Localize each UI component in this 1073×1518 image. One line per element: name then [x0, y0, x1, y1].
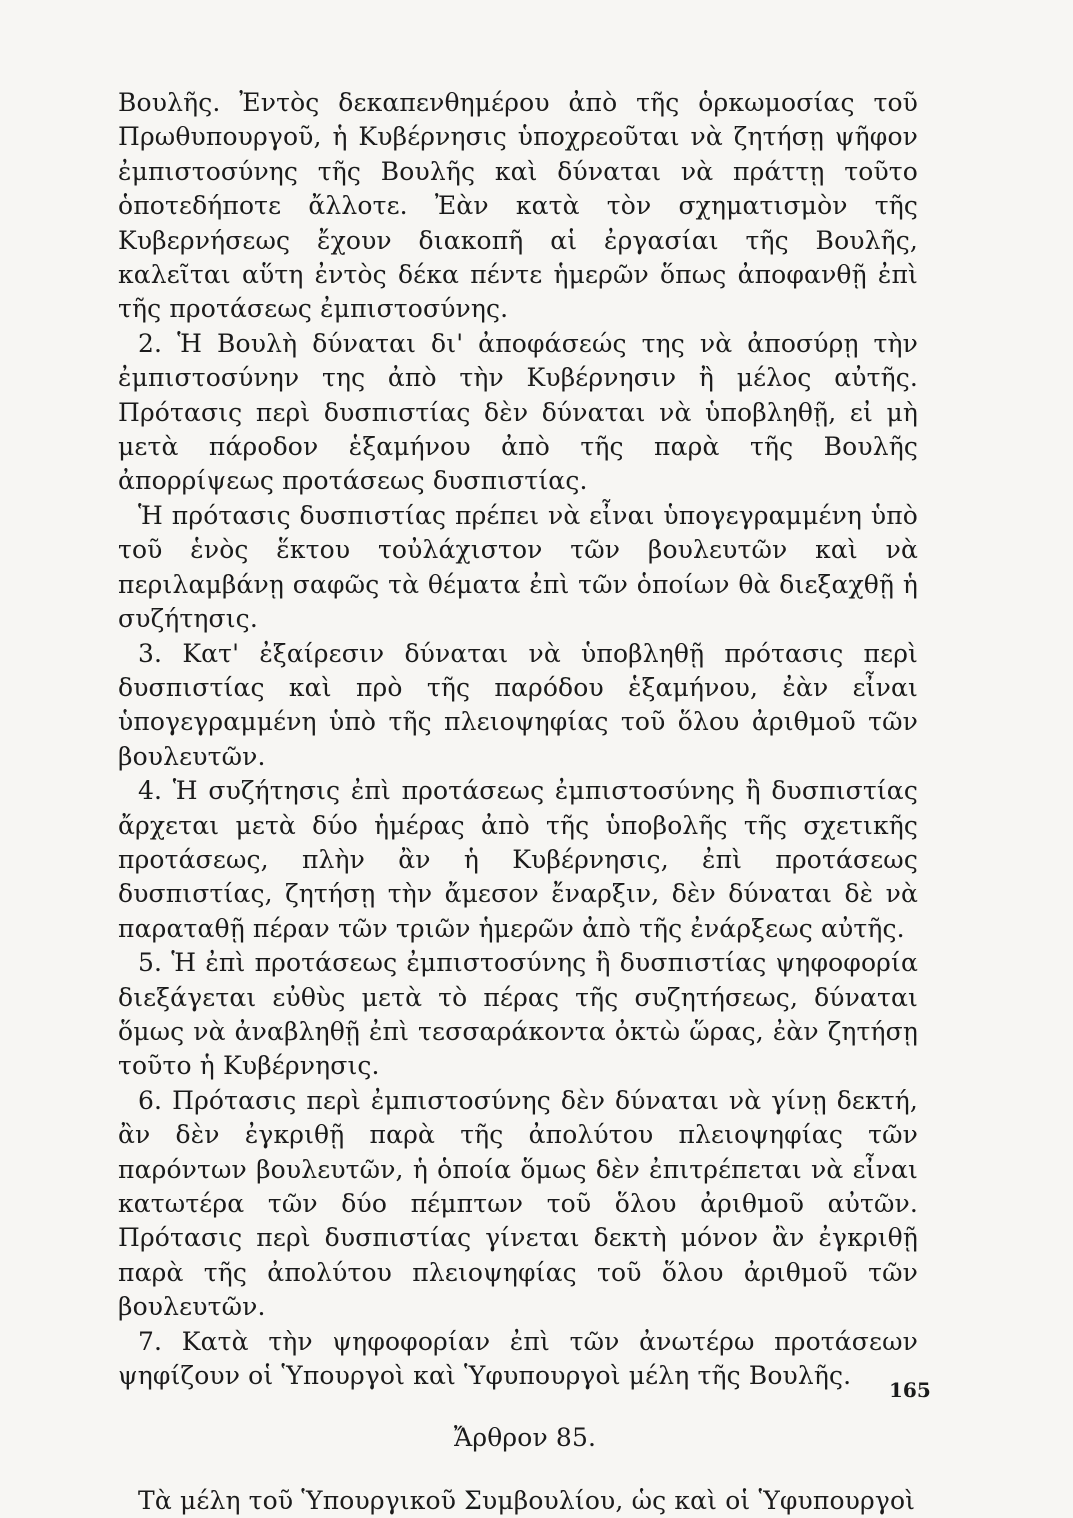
paragraph-6: 6. Πρότασις περὶ ἐμπιστοσύνης δὲν δύναται νὰ γίνῃ δεκτή, ἂν δὲν ἐγκριθῇ παρὰ τῆς ἀπολύτου πλειοψηφίας τῶν παρόντων βουλευτῶν, ἡ ὁποία ὅμως δὲν ἐπιτρέπεται νὰ εἶναι κατωτέρα τῶν δύο πέμπτων τοῦ ὅλου ἀριθμοῦ αὐτῶν. Πρότασις περὶ δυσπιστίας γίνεται δεκτὴ μόνον ἂν ἐγκριθῇ παρὰ τῆς ἀπολύτου πλειοψηφίας τοῦ ὅλου ἀριθμοῦ τῶν βουλευτῶν. — [118, 1085, 918, 1322]
paragraph-7: 7. Κατὰ τὴν ψηφοφορίαν ἐπὶ τῶν ἀνωτέρω προτάσεων ψηφίζουν οἱ Ὑπουργοὶ καὶ Ὑφυπουργοὶ μέλη τῆς Βουλῆς. — [118, 1326, 918, 1391]
paragraph-intro: Βουλῆς. Ἐντὸς δεκαπενθημέρου ἀπὸ τῆς ὁρκωμοσίας τοῦ Πρωθυπουργοῦ, ἡ Κυβέρνησις ὑποχρεοῦται νὰ ζητήσῃ ψῆφον ἐμπιστοσύνης τῆς Βουλῆς καὶ δύναται νὰ πράττῃ τοῦτο ὁποτεδήποτε ἄλλοτε. Ἐὰν κατὰ τὸν σχηματισμὸν τῆς Κυβερνήσεως ἔχουν διακοπῆ αἱ ἐργασίαι τῆς Βουλῆς, καλεῖται αὕτη ἐντὸς δέκα πέντε ἡμερῶν ὅπως ἀποφανθῇ ἐπὶ τῆς προτάσεως ἐμπιστοσύνης. — [118, 88, 918, 324]
paragraph-2-continued: Ἡ πρότασις δυσπιστίας πρέπει νὰ εἶναι ὑπογεγραμμένη ὑπὸ τοῦ ἑνὸς ἕκτου τοὐλάχιστον τῶν βουλευτῶν καὶ νὰ περιλαμβάνῃ σαφῶς τὰ θέματα ἐπὶ τῶν ὁποίων θὰ διεξαχθῇ ἡ συζήτησις. — [118, 500, 918, 634]
paragraph-3: 3. Κατ' ἐξαίρεσιν δύναται νὰ ὑποβληθῇ πρότασις περὶ δυσπιστίας καὶ πρὸ τῆς παρόδου ἑξαμήνου, ἐὰν εἶναι ὑπογεγραμμένη ὑπὸ τῆς πλειοψηφίας τοῦ ὅλου ἀριθμοῦ τῶν βουλευτῶν. — [118, 638, 918, 771]
paragraph-4: 4. Ἡ συζήτησις ἐπὶ προτάσεως ἐμπιστοσύνης ἢ δυσπιστίας ἄρχεται μετὰ δύο ἡμέρας ἀπὸ τῆς ὑποβολῆς τῆς σχετικῆς προτάσεως, πλὴν ἂν ἡ Κυβέρνησις, ἐπὶ προτάσεως δυσπιστίας, ζητήσῃ τὴν ἄμεσον ἔναρξιν, δὲν δύναται δὲ νὰ παραταθῇ πέραν τῶν τριῶν ἡμερῶν ἀπὸ τῆς ἐνάρξεως αὐτῆς. — [118, 776, 918, 943]
paragraph-article-85: Τὰ μέλη τοῦ Ὑπουργικοῦ Συμβουλίου, ὡς καὶ οἱ Ὑφυπουργοὶ — [138, 1485, 916, 1515]
page-number: 165 — [889, 1378, 931, 1402]
paragraph-5: 5. Ἡ ἐπὶ προτάσεως ἐμπιστοσύνης ἢ δυσπιστίας ψηφοφορία διεξάγεται εὐθὺς μετὰ τὸ πέρας τῆς συζητήσεως, δύναται ὅμως νὰ ἀναβληθῇ ἐπὶ τεσσαράκοντα ὀκτὼ ὥρας, ἐὰν ζητήσῃ τοῦτο ἡ Κυβέρνησις. — [118, 948, 918, 1081]
body-text — [118, 86, 918, 1518]
paragraph-2: 2. Ἡ Βουλὴ δύναται δι' ἀποφάσεώς της νὰ ἀποσύρῃ τὴν ἐμπιστοσύνην της ἀπὸ τὴν Κυβέρνησιν ἢ μέλος αὐτῆς. Πρότασις περὶ δυσπιστίας δὲν δύναται νὰ ὑποβληθῇ, εἰ μὴ μετὰ πάροδον ἑξαμήνου ἀπὸ τῆς παρὰ τῆς Βουλῆς ἀπορρίψεως προτάσεως δυσπιστίας. — [118, 328, 918, 496]
article-heading: Ἄρθρον 85. — [453, 1423, 597, 1453]
